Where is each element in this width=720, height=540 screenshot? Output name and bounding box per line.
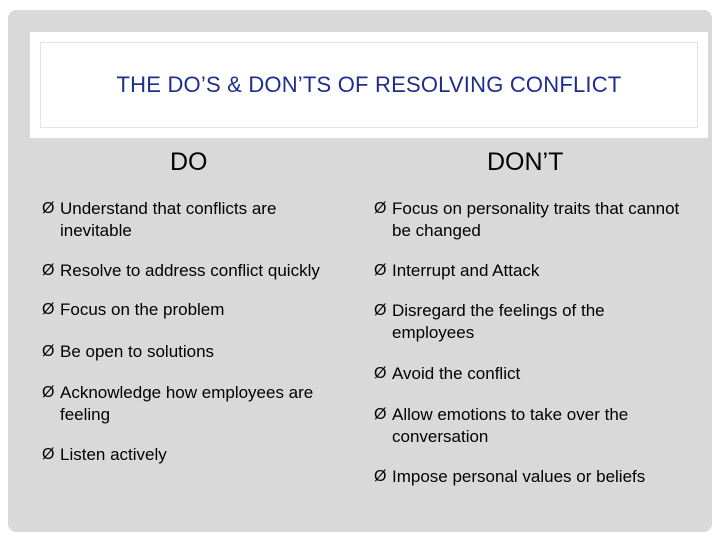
dont-item-text: Interrupt and Attack (392, 261, 540, 280)
arrow-bullet-icon: Ø (374, 200, 387, 217)
do-item (42, 382, 347, 426)
dont-item-text: Allow emotions to take over the conversation (392, 405, 629, 446)
arrow-bullet-icon: Ø (42, 343, 55, 360)
dont-item (374, 404, 689, 448)
dont-heading: DON’T (487, 148, 564, 176)
dont-item (374, 260, 689, 282)
dont-item-text: Disregard the feelings of the employees (392, 301, 605, 342)
arrow-bullet-icon: Ø (42, 262, 55, 279)
arrow-bullet-icon: Ø (42, 384, 55, 401)
do-item (42, 299, 347, 321)
arrow-bullet-icon: Ø (374, 468, 387, 485)
slide-title: THE DO’S & DON’TS OF RESOLVING CONFLICT (116, 72, 622, 97)
do-item-text: Listen actively (60, 445, 167, 464)
do-item-text: Be open to solutions (60, 342, 215, 361)
dont-item-text: Focus on personality traits that cannot be changed (392, 199, 680, 240)
do-item-text: Focus on the problem (60, 300, 225, 319)
do-item-text: Understand that conflicts are inevitable (60, 199, 277, 240)
dont-list (374, 198, 689, 488)
dont-item (374, 300, 689, 344)
do-item (42, 444, 347, 466)
arrow-bullet-icon: Ø (374, 262, 387, 279)
do-item (42, 198, 347, 242)
dont-item (374, 363, 689, 385)
do-item (42, 260, 347, 282)
dont-item (374, 466, 689, 488)
arrow-bullet-icon: Ø (42, 301, 55, 318)
do-list (42, 198, 347, 466)
arrow-bullet-icon: Ø (42, 200, 55, 217)
arrow-bullet-icon: Ø (42, 446, 55, 463)
do-item (42, 341, 347, 363)
dont-item-text: Avoid the conflict (392, 364, 521, 383)
dont-item-text: Impose personal values or beliefs (392, 467, 646, 486)
do-heading: DO (170, 148, 208, 176)
arrow-bullet-icon: Ø (374, 406, 387, 423)
title-box (30, 32, 708, 138)
dont-item (374, 198, 689, 242)
arrow-bullet-icon: Ø (374, 365, 387, 382)
do-item-text: Resolve to address conflict quickly (60, 261, 320, 280)
do-item-text: Acknowledge how employees are feeling (60, 383, 314, 424)
arrow-bullet-icon: Ø (374, 302, 387, 319)
